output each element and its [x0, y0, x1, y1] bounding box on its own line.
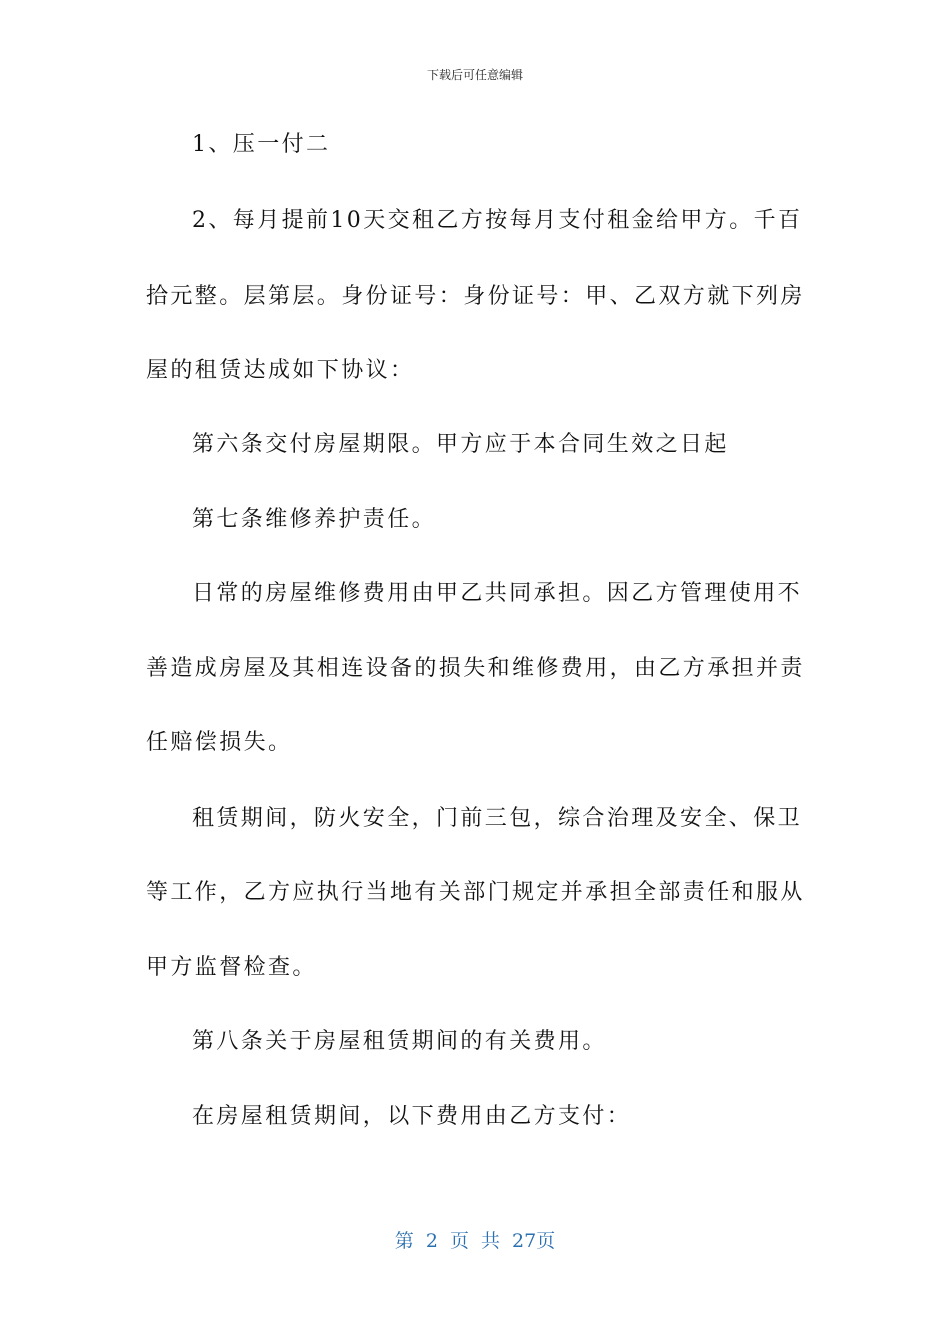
text-line: 租赁期间，防火安全，门前三包，综合治理及安全、保卫 — [192, 806, 803, 831]
header-note: 下载后可任意编辑 — [426, 68, 523, 82]
text-line: 日常的房屋维修费用由甲乙共同承担。因乙方管理使用不 — [192, 581, 803, 606]
text-line: 等工作，乙方应执行当地有关部门规定并承担全部责任和服从 — [146, 880, 805, 905]
text-line: 屋的租赁达成如下协议： — [146, 358, 415, 383]
text-line: 善造成房屋及其相连设备的损失和维修费用，由乙方承担并责 — [146, 656, 805, 681]
text-line: 在房屋租赁期间，以下费用由乙方支付： — [192, 1104, 632, 1129]
text-line: 任赔偿损失。 — [146, 730, 293, 755]
text-line: 甲方监督检查。 — [146, 955, 317, 980]
text-line: 2、每月提前10天交租乙方按每月支付租金给甲方。千百 — [192, 208, 803, 233]
text-line: 拾元整。层第层。身份证号：身份证号：甲、乙双方就下列房 — [146, 284, 805, 309]
page-number-footer: 第 2 页 共 27页 — [394, 1230, 556, 1252]
text-line: 1、压一付二 — [192, 132, 331, 157]
text-line: 第七条维修养护责任。 — [192, 507, 437, 532]
text-line: 第六条交付房屋期限。甲方应于本合同生效之日起 — [192, 432, 729, 457]
text-line: 第八条关于房屋租赁期间的有关费用。 — [192, 1029, 607, 1054]
